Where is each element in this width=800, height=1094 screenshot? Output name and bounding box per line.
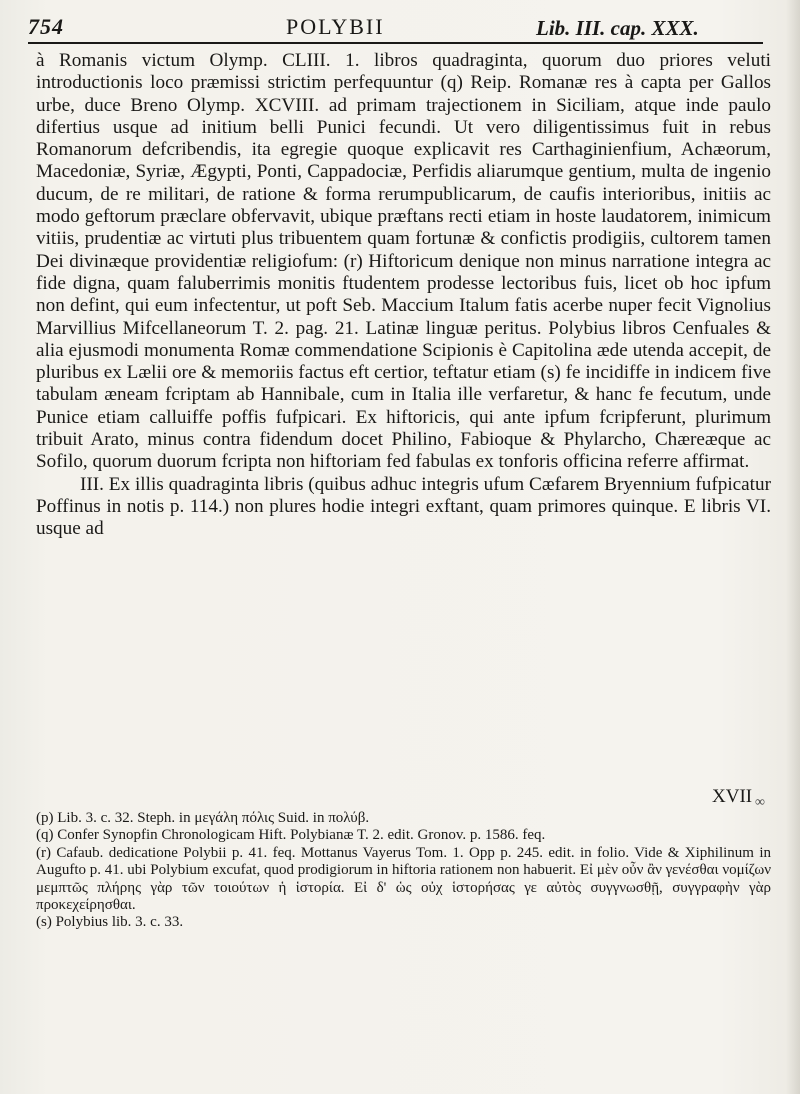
footnote-q: (q) Confer Synopfin Chronologicam Hift. Polybianæ T. 2. edit. Gronov. p. 1586. feq. (36, 827, 546, 844)
paragraph-2: III. Ex illis quadraginta libris (quibus adhuc integris ufum Cæfarem Bryennium fufpicatur Poffinus in notis p. 114.) non plures hodie integri exftant, quam primores quinque. E libris VI. usque ad (36, 473, 771, 540)
footnote-p: (p) Lib. 3. c. 32. Steph. in μεγάλη πόλις Suid. in πολύβ. (36, 810, 370, 826)
footnote-r: (r) Cafaub. dedicatione Polybii p. 41. feq. Mottanus Vayerus Tom. 1. Opp p. 245. edit. in folio. Vide & Xiphilinum in Augufto p. 41. ubi Polybium excufat, quod prodigiorum in hiftoria rationem non habuerit. Εἰ μὲν οὖν ἂν γενέσθαι νομίζων μεμπτῶς πλήρης γὰρ τῶν τοιούτων ἡ ἱστορία. Εἰ δ' ὡς οὐχ ἱστορήσας γε αὐτὸς συγγνωσθῇ, συγγραφὴν γὰρ προκεχείρησθαι. (36, 844, 771, 914)
page-edge-shadow (786, 0, 800, 1094)
catchword: XVII (712, 786, 753, 807)
footnotes (36, 810, 771, 932)
running-head: POLYBII (286, 14, 385, 39)
page-number: 754 (28, 14, 64, 39)
main-text (36, 50, 771, 541)
chapter-reference: Lib. III. cap. XXX. (536, 16, 699, 40)
header-rule (28, 42, 763, 44)
footnote-s: (s) Polybius lib. 3. c. 33. (36, 914, 184, 931)
paragraph-1: à Romanis victum Olymp. CLIII. 1. libros quadraginta, quorum duo priores veluti introductionis loco præmissi strictim perfequuntur (q) Reip. Romanæ res à capta per Gallos urbe, duce Breno Olymp. XCVIII. ad primam trajectionem in Siciliam, atque inde paulo difertius usque ad initium belli Punici fecundi. Ut vero diligentissimus fuit in rebus Romanorum defcribendis, ita egregie quoque explicavit res Carthaginienfium, Achæorum, Macedoniæ, Syriæ, Ægypti, Ponti, Cappadociæ, Perfidis aliarumque gentium, multa de ingenio ducum, de re militari, de ratione & forma rerumpublicarum, de caufis interioribus, initiis ac modo geftorum præclare obfervavit, ubique præftans recti etiam in hoste laudatorem, inimicum vitiis, prudentiæ ac virtuti plus tribuentem quam fortunæ & confictis prodigiis, cultorem tamen Dei divinæque providentiæ religiofum: (r) Hiftoricum denique non minus narratione integra ac fide digna, quam faluberrimis monitis ftudentem prodesse lectoribus fuis, licet ob hoc ipfum non defint, qui eum infectentur, ut poft Seb. Maccium Italum fatis acerbe nuper fecit Vignolius Marvillius Mifcellaneorum T. 2. pag. 21. Latinæ linguæ peritus. Polybius libros Cenfuales & alia ejusmodi monumenta Romæ commendatione Scipionis è Capitolina æde utenda accepit, de pluribus ex Lælii ore & memoriis factus eft certior, teftatur etiam (s) fe incidiffe in indicem five tabulam æneam fcriptam ab Hannibale, cum in Italia ille verfaretur, & hanc fe fecutum, unde Punice etiam calluiffe poffis fufpicari. Ex hiftoricis, qui ante ipfum fcripferunt, plurimum tribuit Arato, minus contra fidendum docet Philino, Fabioque & Phylarcho, Chæreæque ac Sofilo, quorum duorum fcripta non hiftoriam fed fabulas ex tonforis officina referre affirmat. (36, 50, 771, 473)
printer-mark: ∞ (755, 795, 765, 810)
